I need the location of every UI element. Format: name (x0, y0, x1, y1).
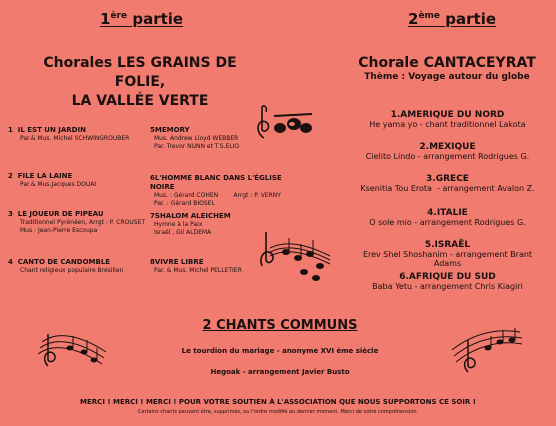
song-credit: Par. Trevor NUNN et T.S.ELIO (154, 142, 240, 150)
song-credit: O sole mio - arrangement Rodrigues G. (369, 218, 526, 227)
song-credit: Chant religieux populaire Brésilien (20, 267, 124, 274)
song-title: SHALOM ALEICHEM (154, 212, 231, 220)
thanks-message: MERCI ! MERCI ! MERCI ! POUR VOTRE SOUTIEN À L'ASSOCIATION QUE NOUS SUPPORTONS CE SOIR ! (80, 398, 476, 406)
common-song-2: Hegoak - arrangement Javier Busto (210, 368, 350, 376)
song-credit: Ksenitia Tou Erota - arrangement Avalon Z. (360, 184, 535, 193)
music-staff-decoration-right-icon (448, 320, 524, 382)
common-song-1: Le tourdion du mariage - anonyme XVI ème siècle (181, 347, 379, 355)
part2-suffix: ème (418, 11, 441, 21)
song-title: VIVRE LIBRE (154, 258, 204, 266)
song-credit: Par. : Gérard BIOSEL (154, 199, 215, 207)
song-title: 2.MEXIQUE (419, 142, 476, 152)
song-credit: Baba Yetu - arrangement Chris Kiagiri (372, 282, 523, 291)
left-song-3 (8, 210, 150, 234)
right-song-1 (350, 110, 545, 129)
disclaimer: Certains chants peuvent être, supprimés, ou l'ordre modifié au dernier moment. Merci de votre compréhension. (137, 409, 419, 415)
left-choir-heading (20, 54, 260, 111)
song-number: 2 (8, 172, 13, 180)
part1-heading (100, 10, 183, 28)
right-theme: Thème : Voyage autour du globe (364, 72, 530, 82)
song-title: MEMORY (154, 126, 190, 134)
part2-heading (408, 10, 496, 28)
song-number: 4 (8, 258, 13, 266)
part2-number: 2 (408, 10, 419, 28)
left-song-2 (8, 172, 150, 189)
song-credit: Hymne à la Paix (154, 221, 203, 228)
song-title: FILE LA LAINE (17, 172, 73, 180)
right-song-6 (350, 272, 545, 291)
right-choir-heading: Chorale CANTACEYRAT (358, 55, 536, 71)
part1-number: 1 (100, 10, 111, 28)
song-title: LE JOUEUR DE PIPEAU (17, 210, 104, 218)
song-title: 1.AMERIQUE DU NORD (390, 110, 505, 120)
song-number: 8 (150, 258, 155, 266)
song-number: 1 (8, 126, 13, 134)
right-song-2 (350, 142, 545, 161)
right-song-4 (350, 208, 545, 227)
song-title: CANTO DE CANDOMBLE (17, 258, 111, 266)
song-title: 6.AFRIQUE DU SUD (399, 272, 496, 282)
right-song-3 (350, 174, 545, 193)
song-number: 5 (150, 126, 155, 134)
left-song-4 (8, 258, 150, 275)
song-number: 7 (150, 212, 155, 220)
left-song-1 (8, 126, 150, 143)
song-credit: Traditionnel Pyrénéen, Arrgt : P. CROUSET (20, 219, 146, 226)
song-credit: Mus : Jean-Pierre Escoupa (20, 226, 98, 234)
song-credit: Par.& Mus. Michel SCHWINGROUBER (20, 135, 130, 142)
song-credit: Israël , Gil ALDEMA (154, 228, 212, 236)
song-credit: Erev Shel Shoshanim - arrangement Brant Adams (362, 250, 533, 268)
part1-suffix: ère (110, 11, 128, 21)
song-title: 5.ISRAËL (424, 240, 471, 250)
song-number: 3 (8, 210, 13, 218)
song-credit: Cielito Lindo - arrangement Rodrigues G. (365, 152, 530, 161)
left-choir-line1: Chorales LES GRAINS DE FOLIE, (43, 55, 237, 90)
song-title: 3.GRECE (426, 174, 469, 184)
song-title: L'HOMME BLANC DANS L'ÉGLISE NOIRE (150, 174, 282, 191)
left-choir-line2: LA VALLÉE VERTE (71, 93, 209, 109)
part1-word: partie (132, 10, 184, 28)
left-song-6 (150, 174, 300, 207)
song-credit: Par. & Mus. Michel PELLETIER (154, 267, 242, 274)
right-song-5 (350, 240, 545, 268)
song-credit: Par.& Mus.Jacques DOUAI (20, 181, 97, 188)
song-title: IL EST UN JARDIN (17, 126, 86, 134)
song-credit: Mus. : Gérard COHEN Arrgt : P. VERNY (154, 192, 281, 199)
music-notes-decoration-top-icon (252, 104, 322, 144)
common-songs-title: 2 CHANTS COMMUNS (202, 318, 358, 333)
part2-word: partie (445, 10, 497, 28)
song-credit: He yama yo - chant traditionnel Lakota (369, 120, 526, 129)
music-staff-decoration-left-icon (34, 322, 110, 384)
song-number: 6 (150, 174, 155, 182)
song-credit: Mus. Andrew Lloyd WEBBER (154, 135, 239, 142)
music-notes-decoration-mid-icon (256, 226, 336, 282)
song-title: 4.ITALIE (427, 208, 468, 218)
